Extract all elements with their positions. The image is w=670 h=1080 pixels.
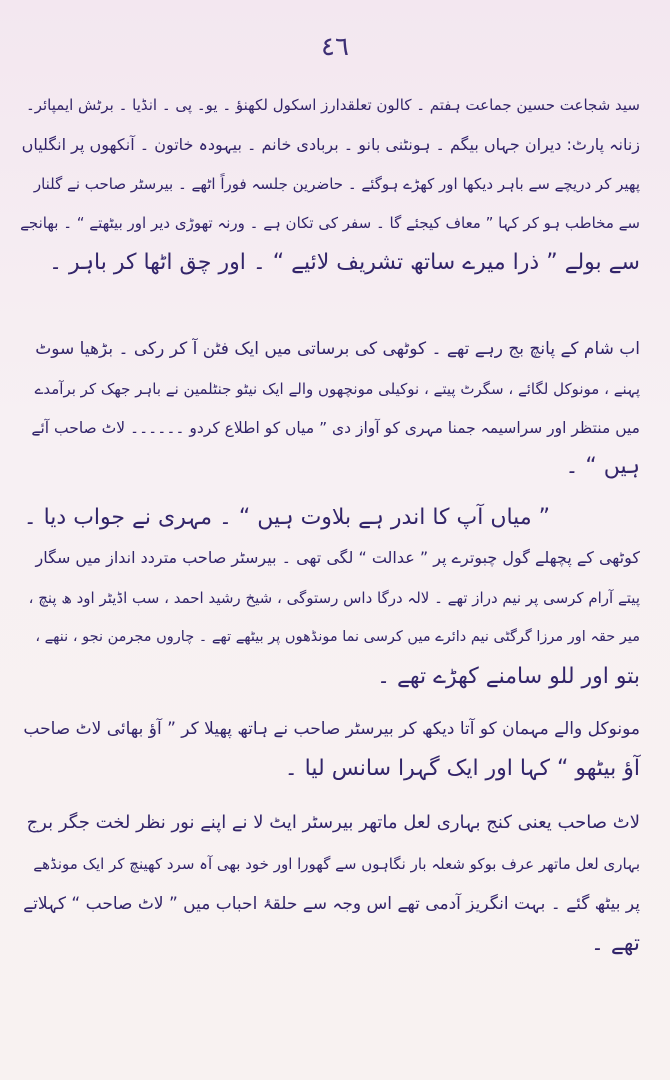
text-line: بہاری لعل ماتھر عرف بوکو شعلہ بار نگاہوں سے گھورا اور خود بھی آہ سرد کھینچ کر ایک مونڈھے — [33, 855, 640, 873]
text-line: زنانہ پارٹ: دیران جہاں بیگم ۔ ہونٹنی بانو ۔ بربادی خانم ۔ بیہودہ خاتون ۔ آنکھوں پر انگلیاں — [21, 135, 640, 154]
text-line: ہیں “ ۔ — [565, 454, 640, 479]
text-line: ” میاں آپ کا اندر ہے بلاوت ہیں “ ۔ مہری نے جواب دیا ۔ — [23, 505, 550, 530]
text-line: اب شام کے پانچ بج رہے تھے ۔ کوٹھی کی برساتی میں ایک فٹن آ کر رکی ۔ بڑھیا سوٹ — [35, 339, 640, 359]
text-line: سید شجاعت حسین جماعت ہفتم ۔ کالون تعلقدارز اسکول لکھنؤ ۔ یو۔ پی ۔ انڈیا ۔ برٹش ایمپائر۔ — [25, 96, 640, 114]
text-line: پیتے آرام کرسی پر نیم دراز تھے ۔ لالہ درگا داس رستوگی ، شیخ رشید احمد ، سب اڈیٹر اود ھ پنچ ، — [28, 589, 640, 607]
page-number: ٤٦ — [321, 32, 349, 62]
text-line: پہنے ، مونوکل لگائے ، سگرٹ پیتے ، نوکیلی مونچھوں والے ایک نیٹو جنٹلمین نے باہر جھک کر برآمدے — [34, 380, 640, 398]
text-line: میں منتظر اور سراسیمہ جمنا مہری کو آواز دی ” میاں کو اطلاع کردو ۔۔۔۔۔۔ لاٹ صاحب آئے — [31, 419, 640, 437]
text-line: لاٹ صاحب یعنی کنج بہاری لعل ماتھر بیرسٹر ایٹ لا نے اپنے نور نظر لخت جگر برج — [26, 812, 640, 833]
text-line: میر حقہ اور مرزا گرگٹی نیم دائرے میں کرسی نما مونڈھوں پر بیٹھے تھے ۔ چاروں مجرمن نجو ، ننھے ، — [35, 629, 640, 645]
text-line: مونوکل والے مہمان کو آتا دیکھ کر بیرسٹر صاحب نے ہاتھ پھیلا کر ” آؤ بھائی لاٹ صاحب — [23, 719, 640, 739]
text-line: کوٹھی کے پچھلے گول چبوترے پر ” عدالت “ لگی تھی ۔ بیرسٹر صاحب متردد انداز میں سگار — [35, 548, 640, 567]
text-line: پھیر کر دریچے سے باہر دیکھا اور کھڑے ہوگئے ۔ حاضرین جلسہ فوراً اٹھے ۔ بیرسٹر صاحب نے گلنار — [33, 175, 640, 193]
text-line: پر بیٹھ گئے ۔ بہت انگریز آدمی تھے اس وجہ سے حلقۂ احباب میں ” لاٹ صاحب “ کہلاتے — [23, 894, 640, 914]
text-line: تھے ۔ — [590, 931, 640, 956]
text-line: سے بولے ” ذرا میرے ساتھ تشریف لائیے “ ۔ اور چق اٹھا کر باہر ۔ — [49, 250, 640, 275]
text-line: آؤ بیٹھو “ کہا اور ایک گہرا سانس لیا ۔ — [284, 756, 640, 781]
text-line: بتو اور للو سامنے کھڑے تھے ۔ — [377, 664, 640, 689]
text-line: سے مخاطب ہو کر کہا ” معاف کیجئے گا ۔ سفر کی تکان ہے ۔ ورنہ تھوڑی دیر اور بیٹھتے “ ۔ بھانجے — [20, 214, 640, 232]
